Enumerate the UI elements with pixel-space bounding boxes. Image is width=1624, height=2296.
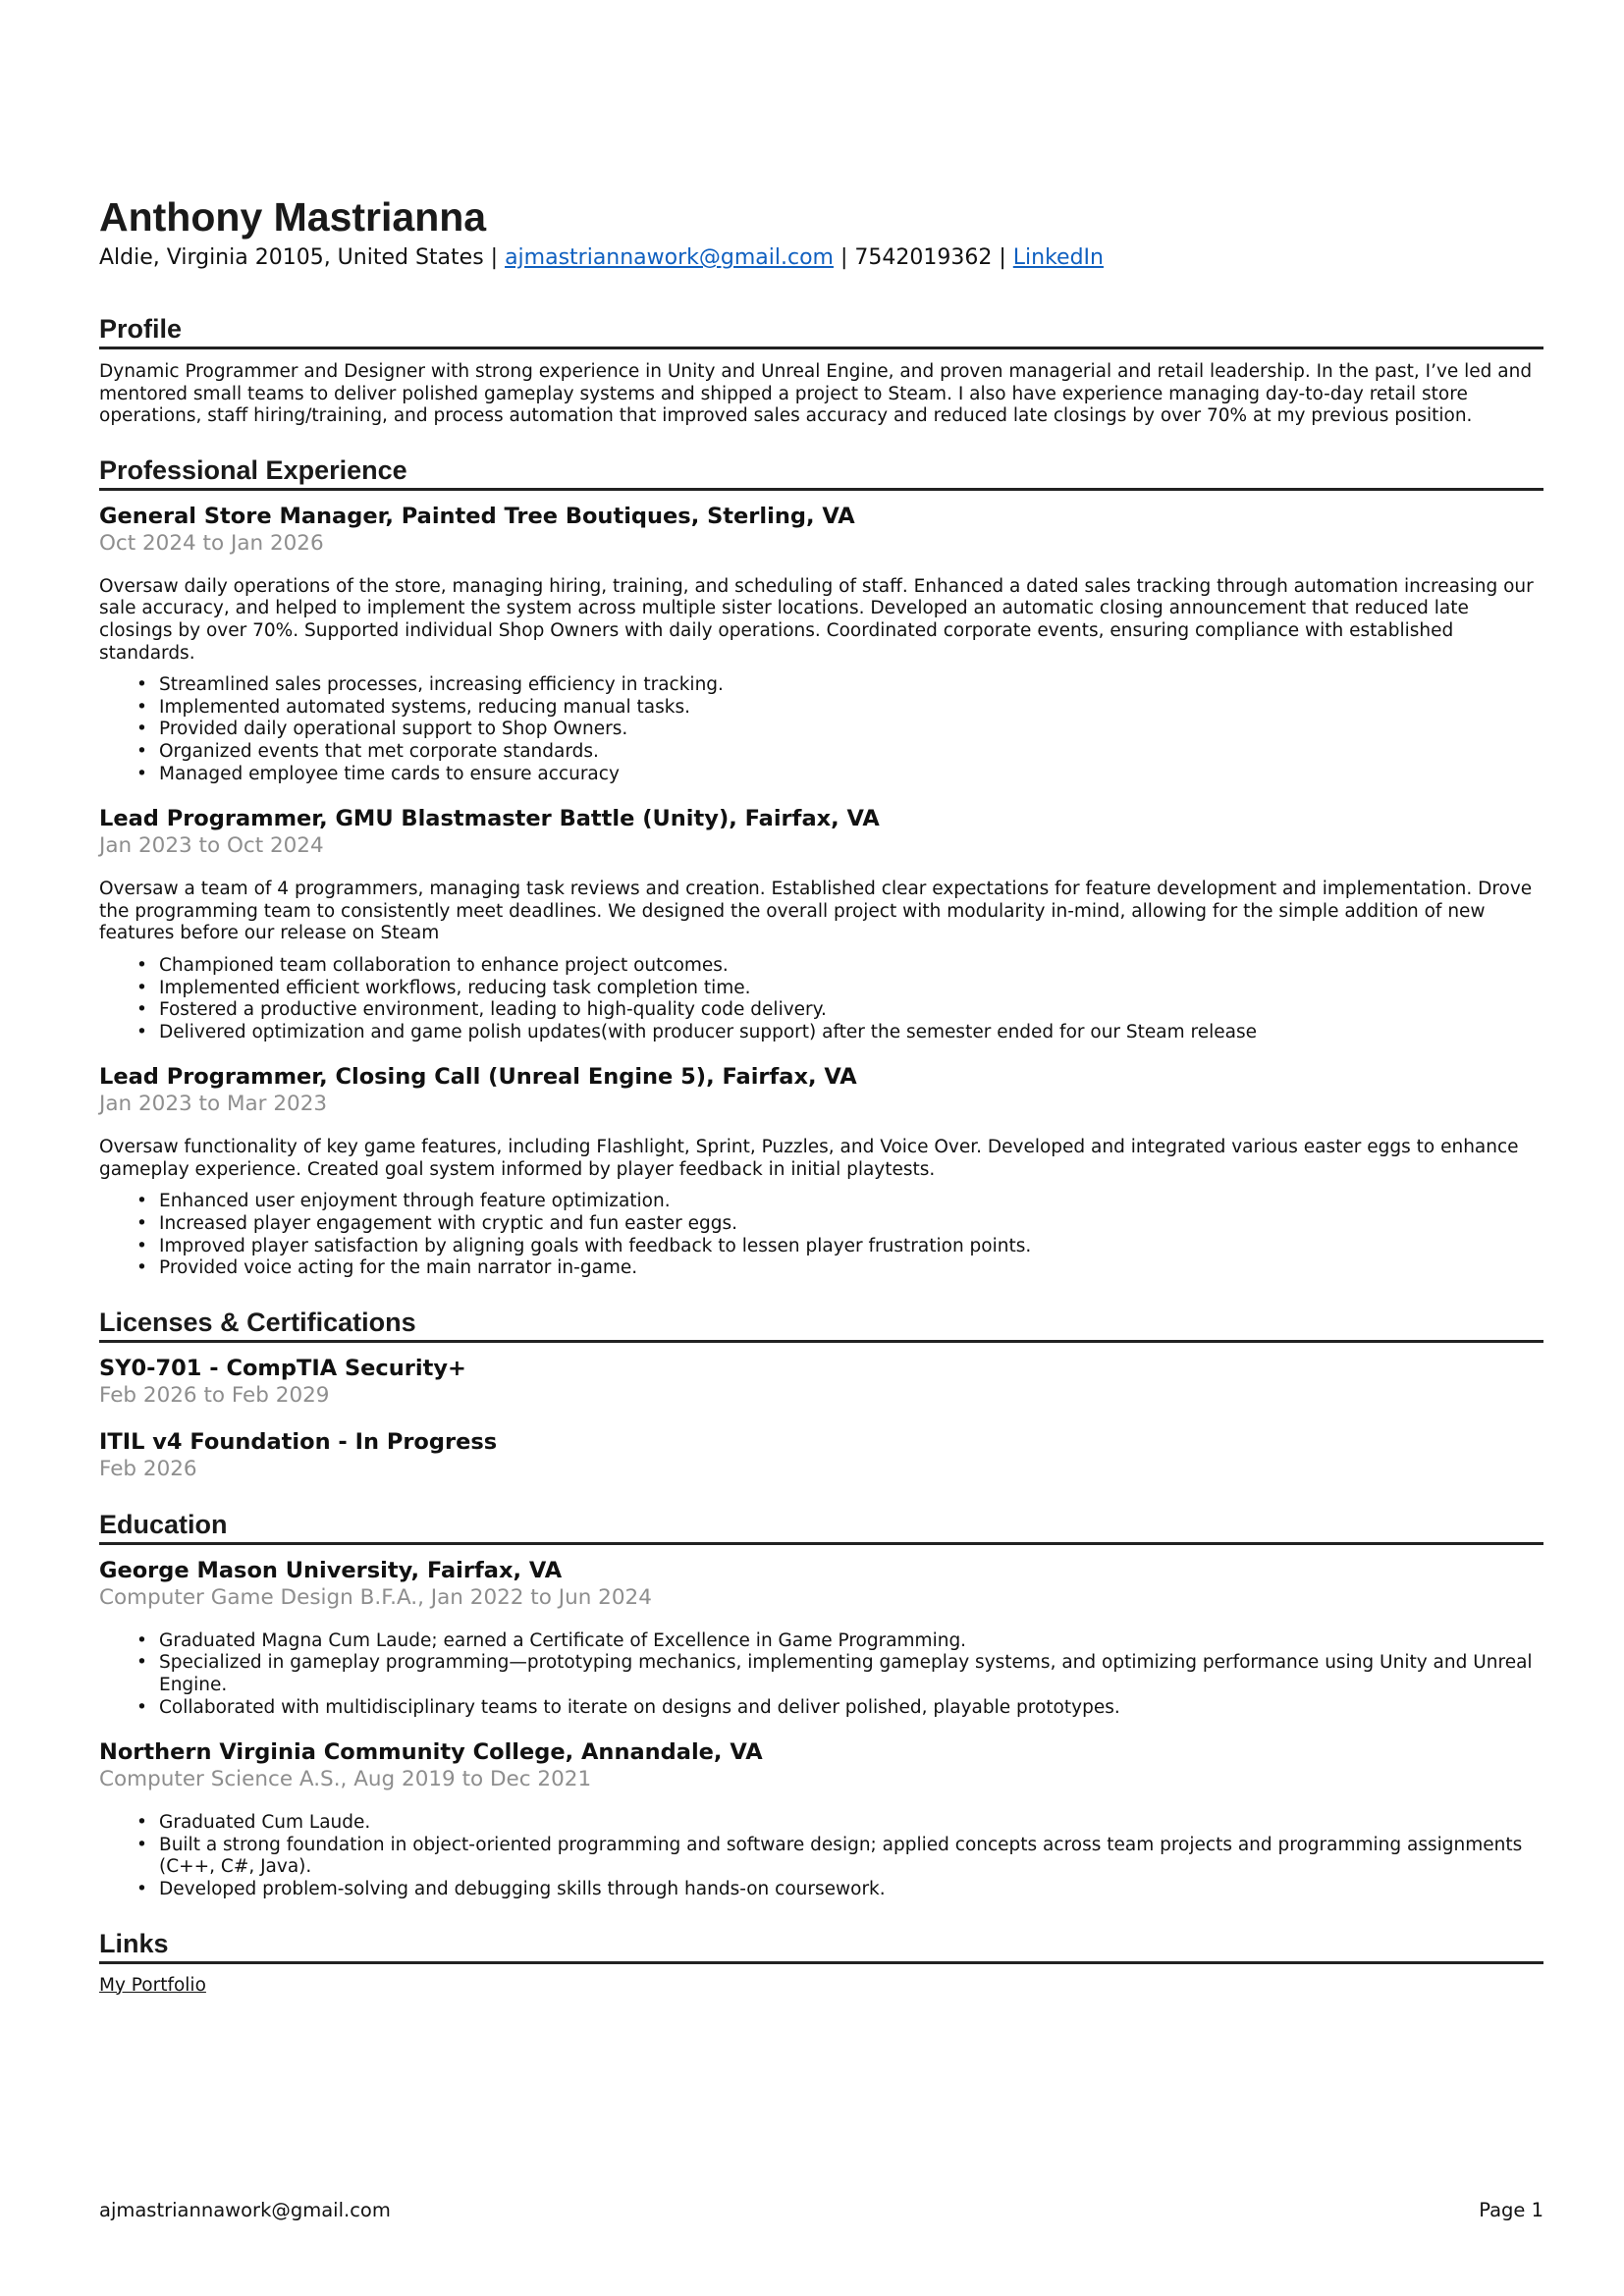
section-title-profile: Profile xyxy=(99,312,1543,349)
job-summary: Oversaw a team of 4 programmers, managing task reviews and creation. Established clear expectations for feature development and implementation. Drove the programming team to consistently meet deadlines. We designed the overall project with modularity in-mind, allowing for the simple addition of new features before our release on Steam xyxy=(99,879,1533,944)
school-entry xyxy=(99,1738,1543,1900)
job-dates: Oct 2024 to Jan 2026 xyxy=(99,530,324,556)
list-item xyxy=(135,1630,1543,1653)
list-item xyxy=(135,1022,1543,1044)
bullet-dot: • xyxy=(136,1812,147,1834)
list-item xyxy=(135,1812,1543,1835)
profile-section xyxy=(99,312,1543,428)
separator: | xyxy=(992,245,1013,270)
bullet-dot: • xyxy=(136,1696,147,1718)
list-item-text: Championed team collaboration to enhance project outcomes. xyxy=(159,954,729,976)
list-item xyxy=(135,955,1543,978)
resume-page xyxy=(99,192,1543,1998)
school-title: George Mason University, Fairfax, VA xyxy=(99,1557,563,1583)
list-item-text: Collaborated with multidisciplinary teams to iterate on designs and deliver polished, playable prototypes. xyxy=(159,1696,1120,1718)
experience-section xyxy=(99,454,1543,1280)
bullet-dot: • xyxy=(136,999,147,1021)
list-item-text: Provided daily operational support to Shop Owners. xyxy=(159,719,628,740)
list-item xyxy=(135,1236,1543,1258)
bullet-dot: • xyxy=(136,1257,147,1279)
list-item xyxy=(135,1213,1543,1236)
cert-title: ITIL v4 Foundation - In Progress xyxy=(99,1428,498,1455)
bullet-dot: • xyxy=(136,1834,147,1855)
location-text: Aldie, Virginia 20105, United States xyxy=(99,245,484,270)
footer-page-number: Page 1 xyxy=(1479,2199,1543,2221)
section-title-certifications: Licenses & Certifications xyxy=(99,1306,1543,1343)
school-bullets xyxy=(99,1630,1543,1719)
job-entry xyxy=(99,1063,1543,1280)
school-detail: Computer Game Design B.F.A., Jan 2022 to Jun 2024 xyxy=(99,1584,652,1610)
section-title-education: Education xyxy=(99,1508,1543,1545)
list-item-text: Increased player engagement with cryptic and fun easter eggs. xyxy=(159,1213,737,1235)
portfolio-link[interactable]: My Portfolio xyxy=(99,1974,206,1996)
list-item xyxy=(135,1879,1543,1901)
job-bullets xyxy=(99,674,1543,785)
job-dates: Jan 2023 to Mar 2023 xyxy=(99,1092,328,1117)
job-entry xyxy=(99,503,1543,785)
list-item xyxy=(135,1697,1543,1720)
list-item xyxy=(135,1257,1543,1280)
bullet-dot: • xyxy=(136,719,147,740)
school-entry xyxy=(99,1557,1543,1719)
list-item-text: Graduated Cum Laude. xyxy=(159,1812,371,1834)
bullet-dot: • xyxy=(136,1652,147,1674)
list-item xyxy=(135,764,1543,786)
certifications-section xyxy=(99,1306,1543,1482)
list-item xyxy=(135,1835,1543,1879)
list-item xyxy=(135,674,1543,697)
phone-text: 7542019362 xyxy=(854,245,993,270)
bullet-dot: • xyxy=(136,696,147,718)
job-title: Lead Programmer, Closing Call (Unreal Engine 5), Fairfax, VA xyxy=(99,1064,857,1091)
cert-dates: Feb 2026 to Feb 2029 xyxy=(99,1382,330,1408)
list-item-text: Improved player satisfaction by aligning goals with feedback to lessen player frustration points. xyxy=(159,1235,1032,1256)
list-item-text: Streamlined sales processes, increasing efficiency in tracking. xyxy=(159,674,724,696)
list-item xyxy=(135,1652,1543,1696)
candidate-name: Anthony Mastrianna xyxy=(99,194,487,240)
section-title-links: Links xyxy=(99,1927,1543,1964)
list-item xyxy=(135,1191,1543,1213)
list-item-text: Delivered optimization and game polish updates(with producer support) after the semester ended for our Steam release xyxy=(159,1021,1257,1042)
job-summary: Oversaw functionality of key game features, including Flashlight, Sprint, Puzzles, and Voice Over. Developed and integrated various easter eggs to enhance gameplay experience. Created goal system informed by player feedback in initial playtests. xyxy=(99,1137,1519,1180)
bullet-dot: • xyxy=(136,674,147,696)
links-section xyxy=(99,1927,1543,1998)
list-item-text: Provided voice acting for the main narrator in-game. xyxy=(159,1257,638,1279)
school-bullets xyxy=(99,1812,1543,1900)
linkedin-link[interactable]: LinkedIn xyxy=(1012,245,1104,270)
bullet-dot: • xyxy=(136,1879,147,1899)
bullet-dot: • xyxy=(136,1629,147,1651)
list-item-text: Graduated Magna Cum Laude; earned a Certificate of Excellence in Game Programming. xyxy=(159,1629,967,1651)
bullet-dot: • xyxy=(136,1191,147,1212)
profile-text: Dynamic Programmer and Designer with strong experience in Unity and Unreal Engine, and proven managerial and retail leadership. In the past, I’ve led and mentored small teams to deliver polished gameplay systems and shipped a project to Steam. I also have experience managing day-to-day retail store operations, staff hiring/training, and process automation that improved sales accuracy and reduced late closings by over 70% at my previous position. xyxy=(99,361,1533,427)
cert-title: SY0-701 - CompTIA Security+ xyxy=(99,1355,466,1381)
list-item xyxy=(135,741,1543,764)
section-title-experience: Professional Experience xyxy=(99,454,1543,491)
list-item-text: Implemented efficient workflows, reducing task completion time. xyxy=(159,977,751,998)
list-item-text: Organized events that met corporate standards. xyxy=(159,740,599,762)
school-title: Northern Virginia Community College, Annandale, VA xyxy=(99,1739,763,1766)
contact-line xyxy=(99,243,1543,273)
bullet-dot: • xyxy=(136,1213,147,1235)
job-title: General Store Manager, Painted Tree Boutiques, Sterling, VA xyxy=(99,503,855,529)
job-entry xyxy=(99,805,1543,1043)
education-section xyxy=(99,1508,1543,1901)
bullet-dot: • xyxy=(136,1235,147,1256)
list-item xyxy=(135,697,1543,720)
bullet-dot: • xyxy=(136,763,147,784)
list-item-text: Implemented automated systems, reducing manual tasks. xyxy=(159,696,690,718)
job-bullets xyxy=(99,1191,1543,1279)
cert-dates: Feb 2026 xyxy=(99,1456,197,1481)
separator: | xyxy=(483,245,506,270)
job-bullets xyxy=(99,955,1543,1043)
school-detail: Computer Science A.S., Aug 2019 to Dec 2021 xyxy=(99,1767,592,1792)
list-item-text: Built a strong foundation in object-oriented programming and software design; applied concepts across team projects and programming assignments (C++, C#, Java). xyxy=(159,1834,1523,1878)
bullet-dot: • xyxy=(136,740,147,762)
list-item xyxy=(135,719,1543,741)
list-item-text: Developed problem-solving and debugging skills through hands-on coursework. xyxy=(159,1879,886,1899)
email-link[interactable]: ajmastriannawork@gmail.com xyxy=(505,245,834,270)
footer-email: ajmastriannawork@gmail.com xyxy=(99,2199,391,2221)
job-dates: Jan 2023 to Oct 2024 xyxy=(99,833,324,859)
list-item-text: Specialized in gameplay programming—prototyping mechanics, implementing gameplay systems, and optimizing performance using Unity and Unreal Engine. xyxy=(159,1652,1533,1696)
bullet-dot: • xyxy=(136,1021,147,1042)
bullet-dot: • xyxy=(136,977,147,998)
job-summary: Oversaw daily operations of the store, managing hiring, training, and scheduling of staff. Enhanced a dated sales tracking through automation increasing our sale accuracy, and helped to implement the system across multiple sister locations. Developed an automatic closing announcement that reduced late closings by over 70%. Supported individual Shop Owners with daily operations. Coordinated corporate events, ensuring compliance with established standards. xyxy=(99,575,1534,664)
separator: | xyxy=(833,245,855,270)
bullet-dot: • xyxy=(136,954,147,976)
job-title: Lead Programmer, GMU Blastmaster Battle (Unity), Fairfax, VA xyxy=(99,806,880,832)
list-item-text: Enhanced user enjoyment through feature optimization. xyxy=(159,1191,671,1212)
list-item xyxy=(135,999,1543,1022)
list-item-text: Managed employee time cards to ensure accuracy xyxy=(159,763,620,784)
list-item xyxy=(135,978,1543,1000)
list-item-text: Fostered a productive environment, leading to high-quality code delivery. xyxy=(159,999,827,1021)
